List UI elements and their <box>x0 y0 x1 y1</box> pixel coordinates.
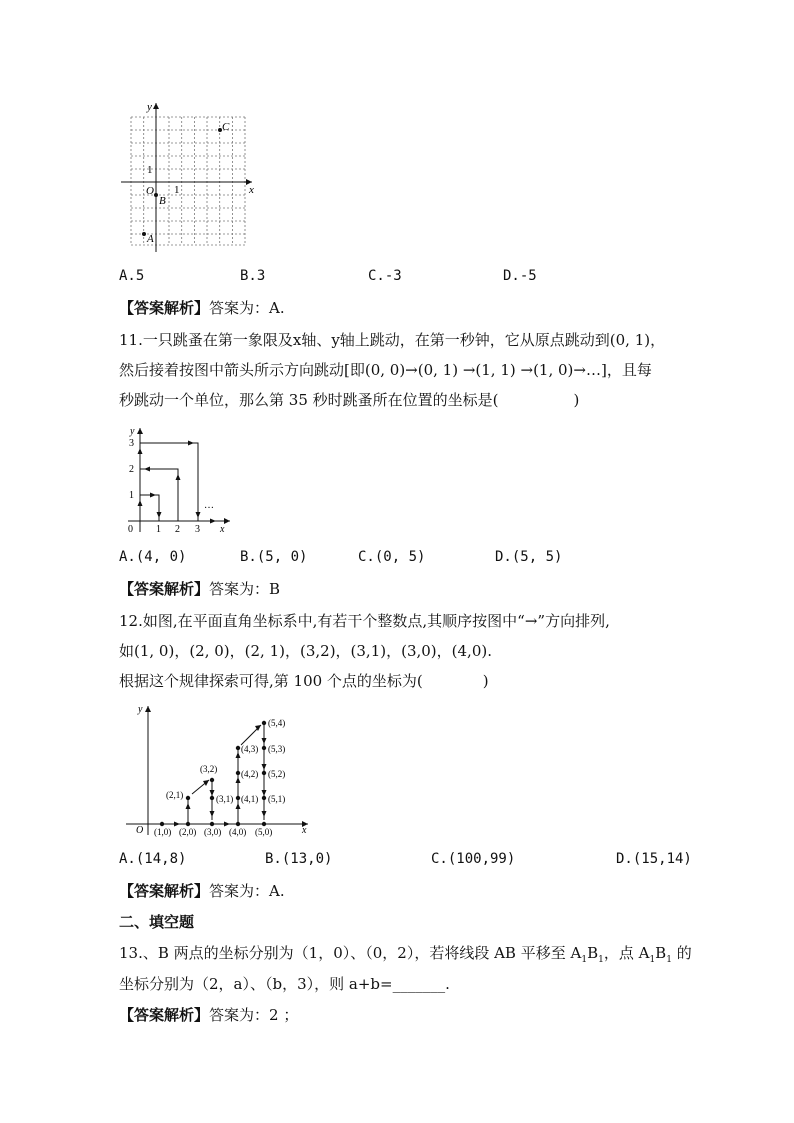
q13-text-d: B <box>655 944 667 962</box>
q12-line-3: 根据这个规律探索可得,第 100 个点的坐标为( ) <box>119 672 489 690</box>
answer-text: 答案为：A. <box>209 882 285 900</box>
label-5-2: (5,2) <box>268 769 286 779</box>
subscript: 1 <box>581 955 588 965</box>
tick-y-3: 3 <box>129 438 134 449</box>
label-4-1: (4,1) <box>241 794 259 804</box>
q12-option-a: A.(14,8) <box>119 851 187 867</box>
label-3-1: (3,1) <box>216 794 234 804</box>
q11-option-a: A.(4, 0) <box>119 549 187 565</box>
point-b-label: B <box>159 195 166 207</box>
label-4-3: (4,3) <box>241 744 259 754</box>
tick-x-1: 1 <box>156 524 161 535</box>
answer-text: 答案为：A. <box>209 299 285 317</box>
q11-option-c: C.(0, 5) <box>358 549 426 565</box>
axis-x-label: x <box>220 524 225 535</box>
q12-option-d: D.(15,14) <box>616 851 692 867</box>
q13-line-1 <box>119 943 692 970</box>
label-2-0: (2,0) <box>179 827 197 837</box>
q10-option-c: C.-3 <box>368 268 402 284</box>
q13-text-b: B <box>587 944 599 962</box>
origin-label: O <box>136 825 144 836</box>
q13-text-c: ，点 A <box>603 944 650 962</box>
q13-line-2: 坐标分别为（2，a）、（b，3），则 a+b=_______. <box>119 975 450 993</box>
point-a-label: A <box>147 233 154 245</box>
label-3-2: (3,2) <box>200 764 218 774</box>
ellipsis: … <box>204 500 214 511</box>
label-5-0: (5,0) <box>255 827 273 837</box>
axis-y-label: y <box>147 101 152 113</box>
integer-points-figure <box>118 700 318 840</box>
q13-text-a: 13.、B 两点的坐标分别为（1，0）、（0，2），若将线段 AB 平移至 A <box>119 944 582 962</box>
q11-option-d: D.(5, 5) <box>495 549 563 565</box>
origin-label: O <box>146 185 154 197</box>
q11-line-3: 秒跳动一个单位，那么第 35 秒时跳蚤所在位置的坐标是( ) <box>119 391 580 409</box>
q12-option-b: B.(13,0) <box>265 851 333 867</box>
label-4-2: (4,2) <box>241 769 259 779</box>
q10-answer <box>119 298 285 318</box>
axis-x-label: x <box>302 825 307 836</box>
tick-y-1: 1 <box>129 490 134 501</box>
q10-option-d: D.-5 <box>503 268 537 284</box>
q12-line-1: 12.如图,在平面直角坐标系中,有若干个整数点,其顺序按图中“→”方向排列, <box>119 612 610 630</box>
axis-y-label: y <box>138 704 143 715</box>
tick-x-0: 0 <box>128 524 133 535</box>
point-c-label: C <box>222 121 230 133</box>
tick-x-3: 3 <box>195 524 200 535</box>
point-a <box>142 232 146 236</box>
label-1-0: (1,0) <box>154 827 172 837</box>
label-2-1: (2,1) <box>166 790 184 800</box>
answer-text: 答案为：B <box>209 580 281 598</box>
answer-text: 答案为：2 ； <box>209 1006 299 1024</box>
point-b <box>154 193 158 197</box>
label-3-0: (3,0) <box>204 827 222 837</box>
tick-y-1: 1 <box>147 164 153 176</box>
label-5-1: (5,1) <box>268 794 286 804</box>
answer-tag: 【答案解析】 <box>119 299 210 317</box>
q13-text-e: 的 <box>671 944 692 962</box>
label-5-3: (5,3) <box>268 744 286 754</box>
subscript: 1 <box>649 955 656 965</box>
grid-figure <box>116 100 261 255</box>
tick-x-1: 1 <box>174 184 180 196</box>
q11-line-2: 然后接着按图中箭头所示方向跳动[即(0, 0)→(0, 1) →(1, 1) →(1, 0)→…]，且每 <box>119 361 652 379</box>
answer-tag: 【答案解析】 <box>119 1006 210 1024</box>
axis-y-label: y <box>130 426 135 437</box>
q10-option-b: B.3 <box>240 268 266 284</box>
q13-answer <box>119 1005 298 1025</box>
answer-tag: 【答案解析】 <box>119 882 210 900</box>
answer-tag: 【答案解析】 <box>119 580 210 598</box>
axis-x-label: x <box>249 184 254 196</box>
tick-y-2: 2 <box>129 464 134 475</box>
flea-path-figure <box>118 424 243 536</box>
q12-option-c: C.(100,99) <box>431 851 516 867</box>
q11-line-1: 11.一只跳蚤在第一象限及x轴、y轴上跳动，在第一秒钟，它从原点跳动到(0, 1)， <box>119 331 666 349</box>
section-title: 二、填空题 <box>119 913 195 931</box>
label-4-0: (4,0) <box>229 827 247 837</box>
tick-x-2: 2 <box>175 524 180 535</box>
label-5-4: (5,4) <box>268 718 286 728</box>
q11-answer <box>119 579 280 599</box>
q10-option-a: A.5 <box>119 268 145 284</box>
subscript: 1 <box>598 955 604 965</box>
q11-option-b: B.(5, 0) <box>240 549 308 565</box>
subscript: 1 <box>666 955 672 965</box>
q12-answer <box>119 881 285 901</box>
q12-line-2: 如(1, 0)，(2, 0)，(2, 1)，(3,2)，(3,1)，(3,0)，(4,0). <box>119 642 492 660</box>
